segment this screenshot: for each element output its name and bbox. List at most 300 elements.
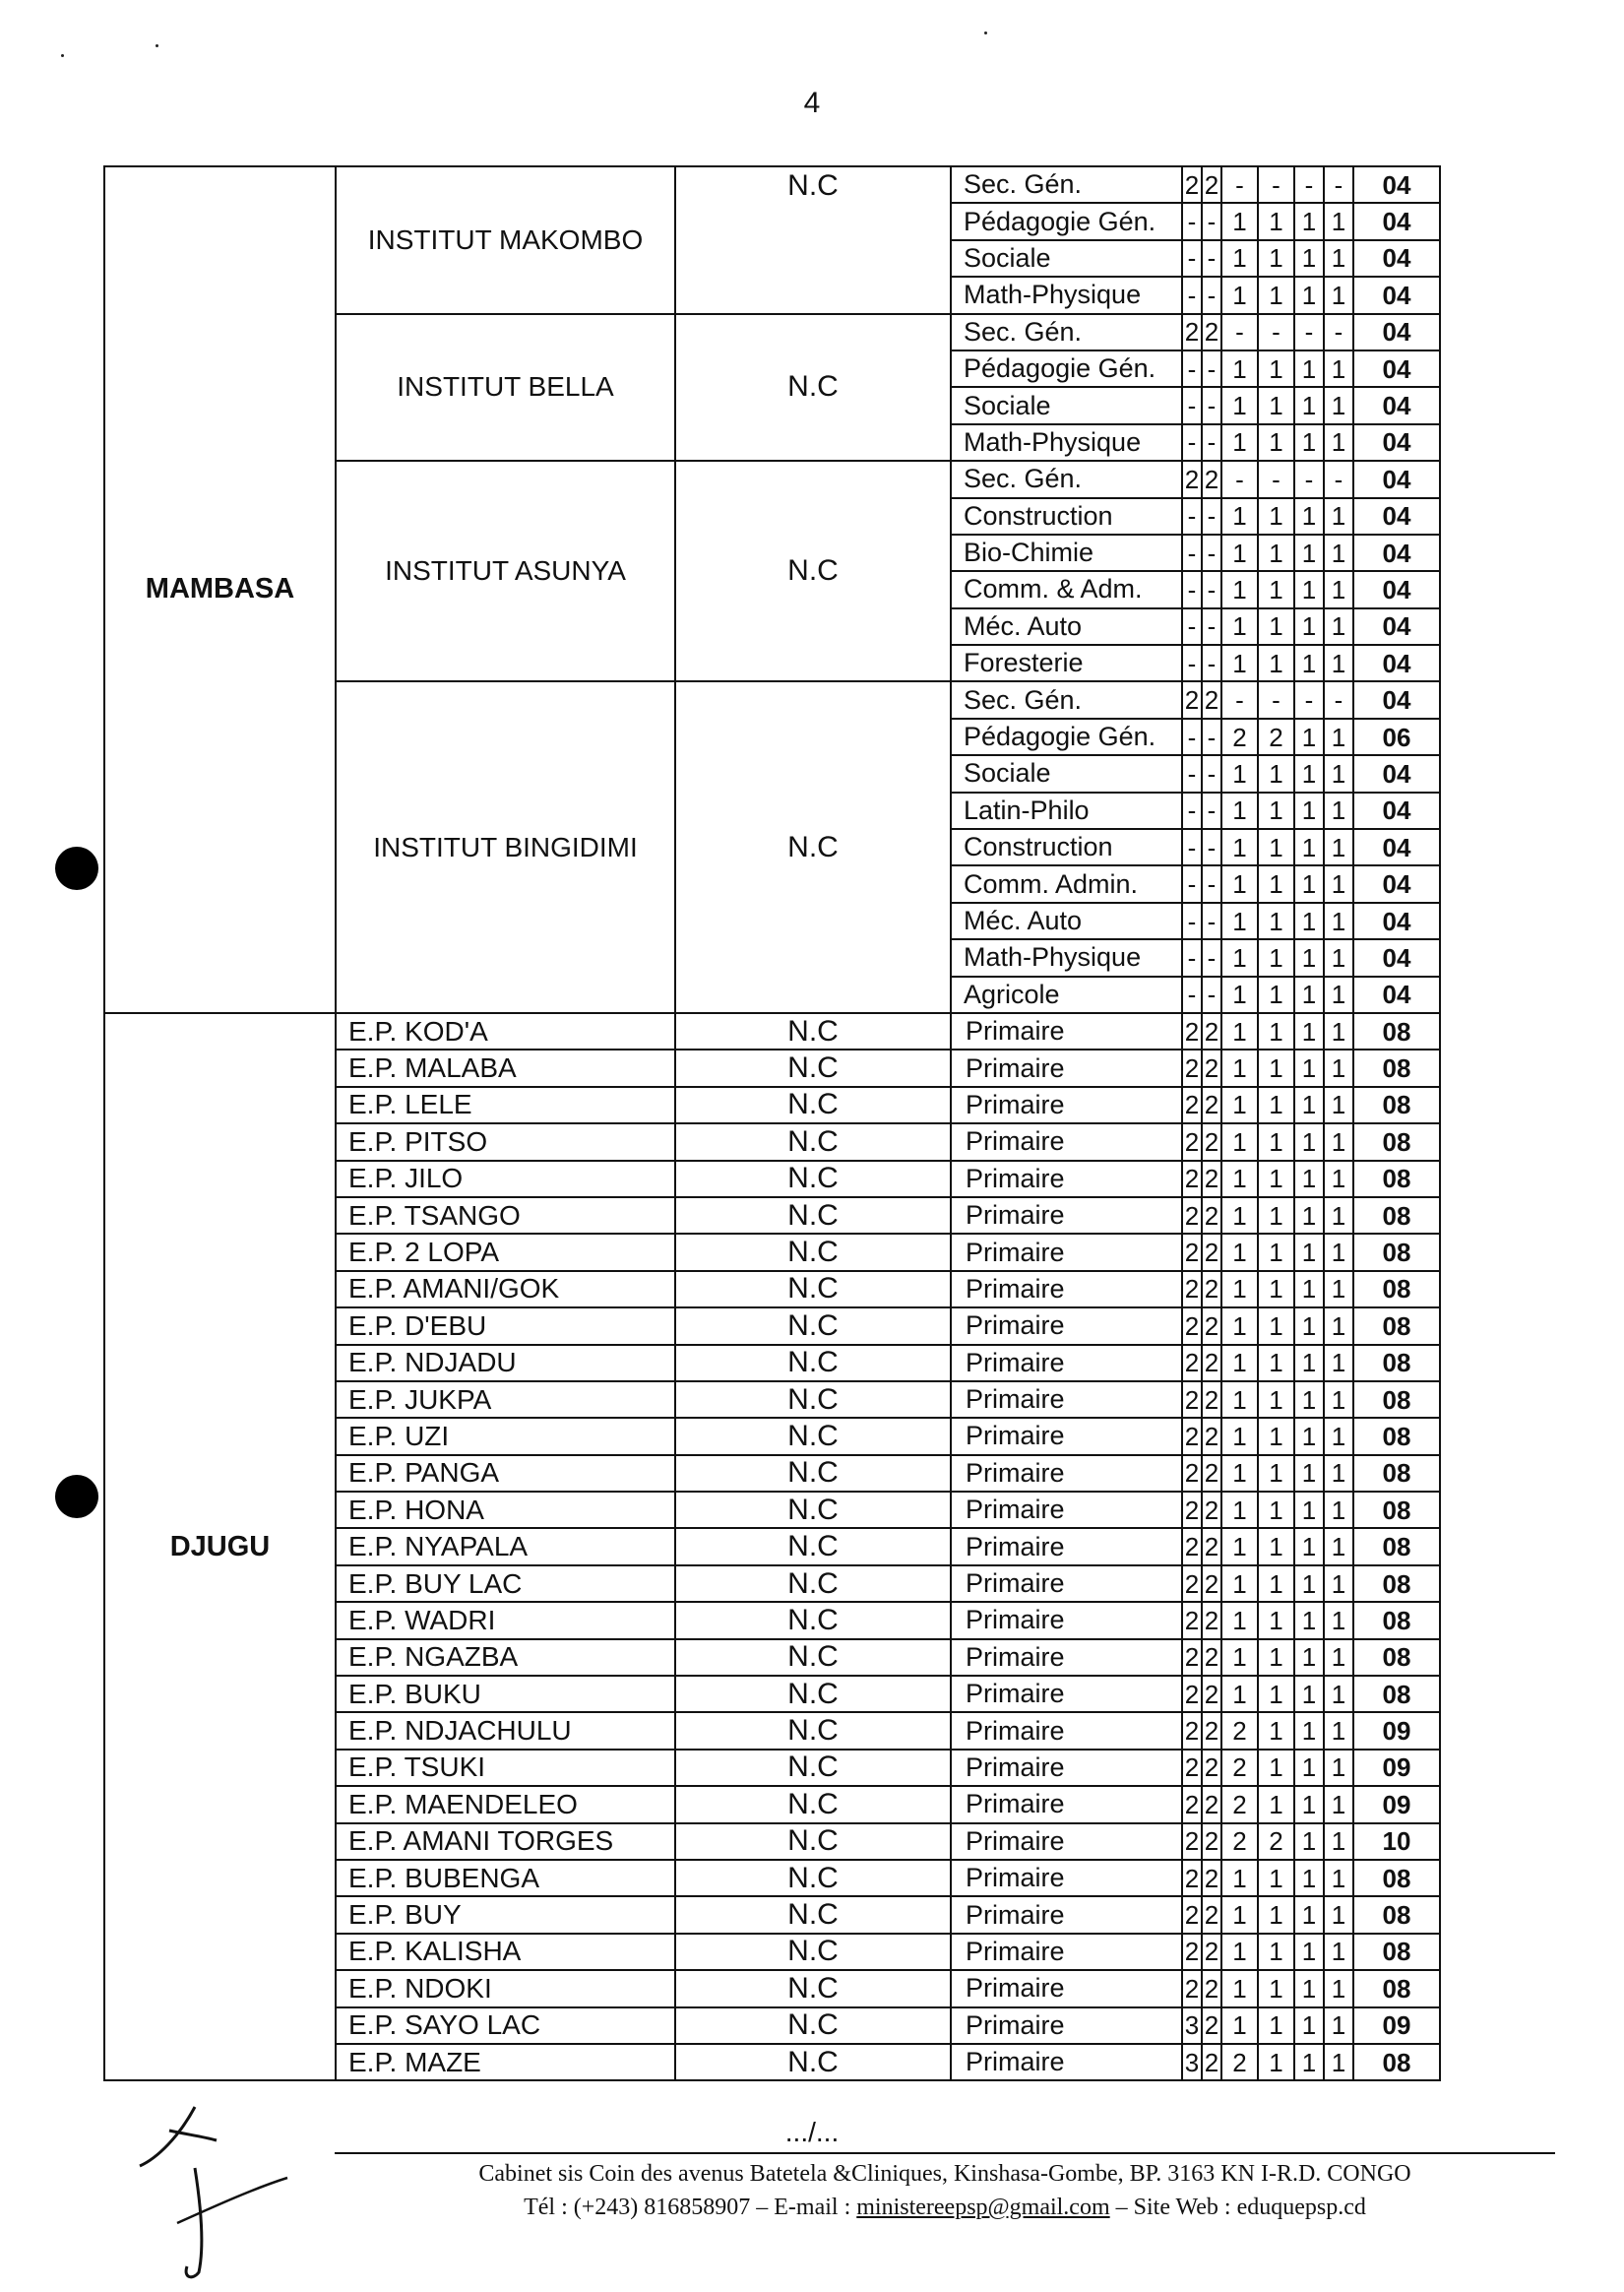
section-name: Primaire — [951, 1823, 1182, 1860]
class-count: 2 — [1221, 1823, 1258, 1860]
class-count: - — [1202, 755, 1221, 792]
class-count: 1 — [1258, 1087, 1294, 1123]
class-count: 2 — [1202, 1639, 1221, 1676]
school-name: E.P. NDJACHULU — [336, 1712, 675, 1749]
class-count: - — [1182, 719, 1202, 755]
class-count: 1 — [1258, 1197, 1294, 1234]
class-count: 1 — [1258, 829, 1294, 865]
class-count: - — [1258, 461, 1294, 497]
class-count: - — [1221, 461, 1258, 497]
class-count: 1 — [1294, 719, 1324, 755]
class-count: 1 — [1221, 1345, 1258, 1381]
class-count: 1 — [1324, 1234, 1353, 1270]
continuation-mark: .../... — [784, 2117, 840, 2147]
school-status: N.C — [675, 1565, 951, 1602]
class-count: 1 — [1324, 608, 1353, 645]
class-count: 1 — [1294, 1528, 1324, 1564]
school-name: E.P. TSANGO — [336, 1197, 675, 1234]
class-count: 1 — [1324, 1823, 1353, 1860]
class-count: 2 — [1182, 1934, 1202, 1970]
class-count: 1 — [1324, 903, 1353, 939]
class-count: 1 — [1258, 939, 1294, 976]
section-name: Primaire — [951, 1087, 1182, 1123]
class-count: - — [1221, 314, 1258, 350]
class-count: 1 — [1294, 571, 1324, 607]
class-count: 1 — [1324, 1860, 1353, 1896]
class-count: 1 — [1258, 2007, 1294, 2044]
class-count: - — [1182, 755, 1202, 792]
class-count: 1 — [1258, 1639, 1294, 1676]
class-count: - — [1202, 645, 1221, 681]
class-count: 1 — [1324, 829, 1353, 865]
class-count: 2 — [1182, 681, 1202, 718]
class-count: 1 — [1258, 1013, 1294, 1050]
class-count: - — [1258, 166, 1294, 203]
class-count: 2 — [1182, 1896, 1202, 1933]
class-count: 1 — [1294, 1676, 1324, 1712]
class-count: 1 — [1294, 1271, 1324, 1307]
section-name: Pédagogie Gén. — [951, 203, 1182, 239]
school-status: N.C — [675, 1123, 951, 1160]
row-total: 04 — [1353, 681, 1440, 718]
section-name: Comm. Admin. — [951, 865, 1182, 902]
class-count: - — [1202, 240, 1221, 277]
class-count: 2 — [1202, 1013, 1221, 1050]
class-count: - — [1182, 277, 1202, 313]
school-name: E.P. JUKPA — [336, 1381, 675, 1418]
class-count: 1 — [1258, 755, 1294, 792]
class-count: 1 — [1294, 1970, 1324, 2006]
row-total: 09 — [1353, 1750, 1440, 1786]
class-count: 2 — [1202, 1602, 1221, 1638]
class-count: - — [1202, 608, 1221, 645]
class-count: 2 — [1202, 1418, 1221, 1454]
class-count: 1 — [1221, 2007, 1258, 2044]
class-count: 1 — [1258, 1123, 1294, 1160]
class-count: 1 — [1294, 1455, 1324, 1492]
section-name: Primaire — [951, 1786, 1182, 1822]
class-count: 2 — [1221, 2044, 1258, 2080]
row-total: 09 — [1353, 1786, 1440, 1822]
section-name: Primaire — [951, 1896, 1182, 1933]
school-name: E.P. SAYO LAC — [336, 2007, 675, 2044]
school-status: N.C — [675, 2007, 951, 2044]
class-count: - — [1182, 240, 1202, 277]
class-count: 1 — [1294, 1381, 1324, 1418]
class-count: - — [1182, 903, 1202, 939]
class-count: 2 — [1202, 314, 1221, 350]
binder-hole — [55, 847, 98, 890]
section-name: Primaire — [951, 1161, 1182, 1197]
row-total: 04 — [1353, 829, 1440, 865]
section-name: Comm. & Adm. — [951, 571, 1182, 607]
class-count: 2 — [1182, 1307, 1202, 1344]
class-count: 1 — [1324, 1565, 1353, 1602]
class-count: 1 — [1294, 1418, 1324, 1454]
class-count: 1 — [1221, 1307, 1258, 1344]
class-count: 2 — [1182, 1271, 1202, 1307]
row-total: 08 — [1353, 1418, 1440, 1454]
class-count: - — [1182, 424, 1202, 461]
school-name: E.P. MAZE — [336, 2044, 675, 2080]
section-name: Primaire — [951, 1050, 1182, 1086]
class-count: 1 — [1258, 1455, 1294, 1492]
class-count: 1 — [1294, 1087, 1324, 1123]
class-count: 1 — [1258, 240, 1294, 277]
class-count: 1 — [1258, 1492, 1294, 1528]
footer-email-label: – E-mail : — [750, 2195, 857, 2220]
row-total: 08 — [1353, 1307, 1440, 1344]
class-count: 1 — [1221, 1934, 1258, 1970]
class-count: 2 — [1221, 1712, 1258, 1749]
class-count: 1 — [1324, 350, 1353, 387]
class-count: 1 — [1258, 1161, 1294, 1197]
class-count: - — [1182, 939, 1202, 976]
row-total: 04 — [1353, 350, 1440, 387]
class-count: 2 — [1182, 1528, 1202, 1564]
class-count: 1 — [1324, 1934, 1353, 1970]
school-status: N.C — [675, 1934, 951, 1970]
class-count: 1 — [1258, 424, 1294, 461]
school-status: N.C — [675, 1381, 951, 1418]
class-count: 1 — [1258, 865, 1294, 902]
class-count: 2 — [1202, 1970, 1221, 2006]
class-count: 1 — [1324, 1455, 1353, 1492]
section-name: Pédagogie Gén. — [951, 350, 1182, 387]
class-count: 1 — [1294, 829, 1324, 865]
section-name: Primaire — [951, 1639, 1182, 1676]
class-count: 1 — [1294, 1345, 1324, 1381]
class-count: - — [1324, 166, 1353, 203]
class-count: 1 — [1258, 903, 1294, 939]
class-count: 1 — [1324, 2007, 1353, 2044]
school-name: E.P. JILO — [336, 1161, 675, 1197]
class-count: 2 — [1202, 1307, 1221, 1344]
class-count: 1 — [1221, 571, 1258, 607]
class-count: 1 — [1324, 387, 1353, 423]
class-count: 1 — [1324, 1492, 1353, 1528]
class-count: 2 — [1202, 1197, 1221, 1234]
class-count: 1 — [1221, 1050, 1258, 1086]
class-count: 1 — [1258, 608, 1294, 645]
class-count: 1 — [1324, 793, 1353, 829]
class-count: 1 — [1221, 240, 1258, 277]
class-count: 2 — [1202, 1860, 1221, 1896]
school-name: E.P. PANGA — [336, 1455, 675, 1492]
class-count: 1 — [1221, 1381, 1258, 1418]
scan-speck — [156, 44, 158, 47]
section-name: Sociale — [951, 387, 1182, 423]
class-count: 1 — [1221, 1639, 1258, 1676]
class-count: 1 — [1258, 203, 1294, 239]
class-count: 2 — [1221, 1786, 1258, 1822]
class-count: 1 — [1258, 1970, 1294, 2006]
class-count: 1 — [1324, 1712, 1353, 1749]
class-count: 1 — [1324, 535, 1353, 571]
class-count: 1 — [1221, 755, 1258, 792]
footer-website: – Site Web : eduquepsp.cd — [1109, 2195, 1366, 2220]
school-status: N.C — [675, 1161, 951, 1197]
class-count: 2 — [1182, 1197, 1202, 1234]
school-name: E.P. HONA — [336, 1492, 675, 1528]
class-count: 1 — [1294, 1197, 1324, 1234]
class-count: 2 — [1182, 1455, 1202, 1492]
school-name: E.P. MALABA — [336, 1050, 675, 1086]
class-count: 1 — [1294, 2007, 1324, 2044]
class-count: - — [1182, 608, 1202, 645]
class-count: 2 — [1258, 719, 1294, 755]
school-name: E.P. LELE — [336, 1087, 675, 1123]
class-count: 2 — [1202, 1786, 1221, 1822]
row-total: 08 — [1353, 1271, 1440, 1307]
class-count: 2 — [1182, 1970, 1202, 2006]
class-count: 1 — [1221, 424, 1258, 461]
school-status: N.C — [675, 681, 951, 1013]
class-count: - — [1182, 350, 1202, 387]
class-count: 1 — [1324, 203, 1353, 239]
class-count: 1 — [1324, 424, 1353, 461]
class-count: 1 — [1258, 1934, 1294, 1970]
class-count: 1 — [1258, 2044, 1294, 2080]
class-count: 2 — [1182, 1345, 1202, 1381]
class-count: 1 — [1294, 1565, 1324, 1602]
class-count: - — [1202, 977, 1221, 1013]
class-count: 1 — [1294, 1934, 1324, 1970]
row-total: 04 — [1353, 461, 1440, 497]
class-count: 1 — [1221, 1271, 1258, 1307]
class-count: 2 — [1202, 2044, 1221, 2080]
row-total: 08 — [1353, 1602, 1440, 1638]
class-count: - — [1182, 645, 1202, 681]
class-count: 1 — [1221, 387, 1258, 423]
school-status: N.C — [675, 1492, 951, 1528]
class-count: 1 — [1258, 1271, 1294, 1307]
class-count: 2 — [1182, 1418, 1202, 1454]
class-count: 1 — [1324, 645, 1353, 681]
table-row — [104, 1013, 1440, 1050]
class-count: - — [1324, 681, 1353, 718]
class-count: 2 — [1202, 1123, 1221, 1160]
class-count: 1 — [1294, 1750, 1324, 1786]
class-count: - — [1202, 865, 1221, 902]
class-count: 1 — [1294, 1307, 1324, 1344]
class-count: 1 — [1294, 1050, 1324, 1086]
school-name: E.P. KOD'A — [336, 1013, 675, 1050]
section-name: Primaire — [951, 1271, 1182, 1307]
class-count: - — [1182, 571, 1202, 607]
school-status: N.C — [675, 1712, 951, 1749]
class-count: 2 — [1182, 461, 1202, 497]
class-count: 1 — [1324, 498, 1353, 535]
row-total: 04 — [1353, 571, 1440, 607]
school-status: N.C — [675, 2044, 951, 2080]
section-name: Agricole — [951, 977, 1182, 1013]
class-count: 2 — [1202, 1381, 1221, 1418]
section-name: Primaire — [951, 2044, 1182, 2080]
class-count: 1 — [1324, 1896, 1353, 1933]
class-count: 2 — [1182, 1050, 1202, 1086]
footer-email-link[interactable]: ministereepsp@gmail.com — [856, 2195, 1110, 2220]
class-count: 1 — [1221, 1161, 1258, 1197]
class-count: 2 — [1258, 1823, 1294, 1860]
class-count: 1 — [1294, 608, 1324, 645]
section-name: Sec. Gén. — [951, 314, 1182, 350]
class-count: 3 — [1182, 2007, 1202, 2044]
section-name: Primaire — [951, 1860, 1182, 1896]
class-count: 1 — [1221, 793, 1258, 829]
school-name: E.P. 2 LOPA — [336, 1234, 675, 1270]
class-count: 1 — [1258, 571, 1294, 607]
section-name: Primaire — [951, 1602, 1182, 1638]
territory-name: MAMBASA — [104, 166, 336, 1013]
class-count: 1 — [1221, 277, 1258, 313]
page-number: 4 — [803, 87, 821, 119]
school-name: INSTITUT ASUNYA — [336, 461, 675, 681]
section-name: Primaire — [951, 1418, 1182, 1454]
school-name: E.P. TSUKI — [336, 1750, 675, 1786]
school-name: E.P. AMANI TORGES — [336, 1823, 675, 1860]
class-count: 1 — [1258, 535, 1294, 571]
class-count: 2 — [1202, 1712, 1221, 1749]
school-name: E.P. MAENDELEO — [336, 1786, 675, 1822]
class-count: 1 — [1258, 1418, 1294, 1454]
class-count: 1 — [1294, 2044, 1324, 2080]
row-total: 04 — [1353, 608, 1440, 645]
class-count: 1 — [1294, 865, 1324, 902]
row-total: 04 — [1353, 203, 1440, 239]
table-body — [104, 166, 1440, 2080]
school-name: E.P. NYAPALA — [336, 1528, 675, 1564]
section-name: Pédagogie Gén. — [951, 719, 1182, 755]
class-count: 1 — [1294, 277, 1324, 313]
table-row — [104, 166, 1440, 203]
class-count: 1 — [1294, 755, 1324, 792]
class-count: 2 — [1202, 1087, 1221, 1123]
class-count: 1 — [1221, 1896, 1258, 1933]
school-status: N.C — [675, 1528, 951, 1564]
class-count: 2 — [1202, 1455, 1221, 1492]
class-count: - — [1202, 350, 1221, 387]
school-status: N.C — [675, 1676, 951, 1712]
section-name: Sec. Gén. — [951, 461, 1182, 497]
row-total: 04 — [1353, 645, 1440, 681]
class-count: 1 — [1258, 1050, 1294, 1086]
class-count: 1 — [1324, 865, 1353, 902]
class-count: 2 — [1182, 1234, 1202, 1270]
class-count: 1 — [1221, 1970, 1258, 2006]
school-name: INSTITUT MAKOMBO — [336, 166, 675, 314]
class-count: - — [1202, 387, 1221, 423]
class-count: - — [1182, 829, 1202, 865]
row-total: 04 — [1353, 314, 1440, 350]
class-count: 1 — [1221, 1860, 1258, 1896]
scan-speck — [61, 54, 64, 57]
class-count: 1 — [1221, 1528, 1258, 1564]
class-count: - — [1294, 461, 1324, 497]
class-count: 1 — [1324, 1786, 1353, 1822]
section-name: Méc. Auto — [951, 608, 1182, 645]
class-count: 2 — [1182, 1786, 1202, 1822]
class-count: 2 — [1182, 1860, 1202, 1896]
class-count: 1 — [1324, 1381, 1353, 1418]
class-count: 1 — [1324, 977, 1353, 1013]
class-count: 1 — [1324, 1197, 1353, 1234]
class-count: - — [1202, 939, 1221, 976]
class-count: 1 — [1294, 1860, 1324, 1896]
class-count: 1 — [1294, 1123, 1324, 1160]
class-count: 1 — [1221, 903, 1258, 939]
section-name: Primaire — [951, 1013, 1182, 1050]
row-total: 08 — [1353, 1197, 1440, 1234]
class-count: 1 — [1294, 1602, 1324, 1638]
class-count: 1 — [1324, 1123, 1353, 1160]
class-count: 1 — [1294, 1823, 1324, 1860]
class-count: - — [1182, 977, 1202, 1013]
class-count: 2 — [1202, 1271, 1221, 1307]
class-count: 2 — [1202, 1345, 1221, 1381]
class-count: - — [1182, 793, 1202, 829]
school-name: E.P. NDOKI — [336, 1970, 675, 2006]
class-count: 1 — [1324, 1602, 1353, 1638]
section-name: Bio-Chimie — [951, 535, 1182, 571]
class-count: - — [1202, 829, 1221, 865]
class-count: 1 — [1324, 719, 1353, 755]
class-count: 1 — [1294, 203, 1324, 239]
section-name: Primaire — [951, 1345, 1182, 1381]
class-count: 1 — [1258, 1381, 1294, 1418]
class-count: 1 — [1294, 350, 1324, 387]
class-count: 1 — [1294, 903, 1324, 939]
class-count: 2 — [1202, 1823, 1221, 1860]
class-count: 2 — [1202, 1934, 1221, 1970]
class-count: 1 — [1294, 939, 1324, 976]
class-count: 2 — [1182, 166, 1202, 203]
class-count: - — [1182, 535, 1202, 571]
class-count: 1 — [1294, 1639, 1324, 1676]
class-count: 1 — [1294, 1234, 1324, 1270]
school-status: N.C — [675, 1823, 951, 1860]
section-name: Primaire — [951, 1381, 1182, 1418]
school-status: N.C — [675, 461, 951, 681]
section-name: Primaire — [951, 1234, 1182, 1270]
section-name: Primaire — [951, 1307, 1182, 1344]
school-status: N.C — [675, 1271, 951, 1307]
row-total: 04 — [1353, 977, 1440, 1013]
school-status: N.C — [675, 1087, 951, 1123]
class-count: 1 — [1221, 1565, 1258, 1602]
section-name: Primaire — [951, 1455, 1182, 1492]
class-count: - — [1202, 277, 1221, 313]
school-name: E.P. WADRI — [336, 1602, 675, 1638]
row-total: 08 — [1353, 1676, 1440, 1712]
row-total: 08 — [1353, 1123, 1440, 1160]
school-name: E.P. BUKU — [336, 1676, 675, 1712]
handwritten-signature — [118, 2097, 295, 2284]
class-count: 1 — [1258, 1234, 1294, 1270]
class-count: 2 — [1202, 1050, 1221, 1086]
section-name: Construction — [951, 498, 1182, 535]
school-status: N.C — [675, 1418, 951, 1454]
row-total: 10 — [1353, 1823, 1440, 1860]
row-total: 08 — [1353, 2044, 1440, 2080]
row-total: 08 — [1353, 1087, 1440, 1123]
section-name: Primaire — [951, 1528, 1182, 1564]
class-count: - — [1202, 793, 1221, 829]
section-name: Sociale — [951, 755, 1182, 792]
class-count: 1 — [1258, 350, 1294, 387]
school-name: E.P. BUBENGA — [336, 1860, 675, 1896]
class-count: 1 — [1324, 571, 1353, 607]
